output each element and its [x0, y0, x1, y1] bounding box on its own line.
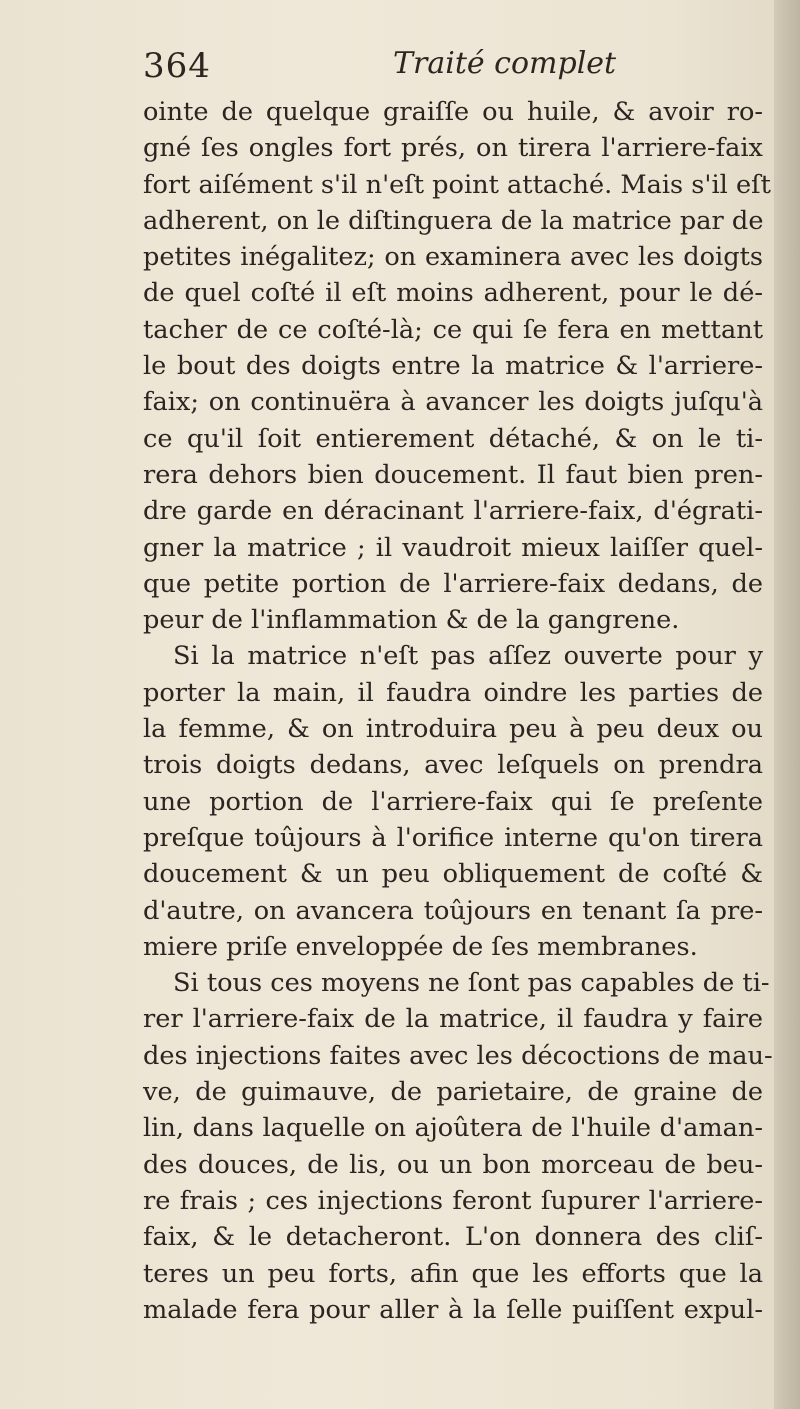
running-title: Traité complet [393, 46, 617, 81]
text-line: de quel coſté il eſt moins adherent, pour le dé- [143, 278, 763, 309]
text-line: trois doigts dedans, avec leſquels on prendra [143, 750, 763, 781]
page-number: 364 [143, 46, 211, 86]
text-line: doucement & un peu obliquement de coſté & [143, 859, 763, 890]
text-line: re frais ; ces injections feront ſupurer l'arriere- [143, 1185, 763, 1216]
text-line: rera dehors bien doucement. Il faut bien pren- [143, 459, 763, 490]
text-line: des douces, de lis, ou un bon morceau de beu- [143, 1149, 763, 1180]
text-line: tacher de ce coſté-là; ce qui ſe fera en mettant [143, 314, 763, 345]
text-line: miere priſe enveloppée de ſes membranes. [143, 931, 698, 962]
text-line: d'autre, on avancera toûjours en tenant ſa pre- [143, 895, 763, 926]
text-line: peur de l'inflammation & de la gangrene. [143, 605, 680, 636]
text-line: fort aiſément s'il n'eſt point attaché. Mais s'il eſt [143, 169, 771, 200]
text-line: gné ſes ongles fort prés, on tirera l'arriere-faix [143, 133, 763, 164]
text-line: porter la main, il faudra oindre les parties de [143, 677, 763, 708]
page-edge [774, 0, 800, 1409]
text-line: une portion de l'arriere-faix qui ſe preſente [143, 786, 763, 817]
text-line: adherent, on le diſtinguera de la matrice par de [143, 205, 764, 236]
text-line: des injections faites avec les décoctions de mau- [143, 1040, 773, 1071]
text-line: ce qu'il ſoit entierement détaché, & on le ti- [143, 423, 763, 454]
text-line: la femme, & on introduira peu à peu deux ou [143, 714, 763, 745]
text-line: rer l'arriere-faix de la matrice, il faudra y faire [143, 1004, 763, 1035]
text-line: Si la matrice n'eſt pas aſſez ouverte pour y [173, 641, 763, 672]
text-line: faix; on continuëra à avancer les doigts juſqu'à [143, 387, 763, 418]
text-line: le bout des doigts entre la matrice & l'arriere- [143, 351, 763, 382]
text-line: dre garde en déracinant l'arriere-faix, d'égrati- [143, 496, 763, 527]
text-line: preſque toûjours à l'orifice interne qu'on tirera [143, 822, 763, 853]
page-header [143, 46, 723, 96]
text-line: lin, dans laquelle on ajoûtera de l'huile d'aman- [143, 1113, 763, 1144]
body-text [143, 94, 773, 1328]
text-line: faix, & le detacheront. L'on donnera des cliſ- [143, 1222, 763, 1253]
text-line: gner la matrice ; il vaudroit mieux laiſſer quel- [143, 532, 763, 563]
text-line: malade fera pour aller à la ſelle puiſſent expul- [143, 1294, 763, 1325]
text-line: Si tous ces moyens ne ſont pas capables de ti- [173, 968, 770, 999]
text-line: petites inégalitez; on examinera avec les doigts [143, 242, 763, 273]
text-line: teres un peu forts, afin que les efforts que la [143, 1258, 763, 1289]
text-line: ointe de quelque graiſſe ou huile, & avoir ro- [143, 97, 763, 127]
text-line: que petite portion de l'arriere-faix dedans, de [143, 568, 763, 599]
text-line: ve, de guimauve, de parietaire, de graine de [143, 1077, 763, 1108]
